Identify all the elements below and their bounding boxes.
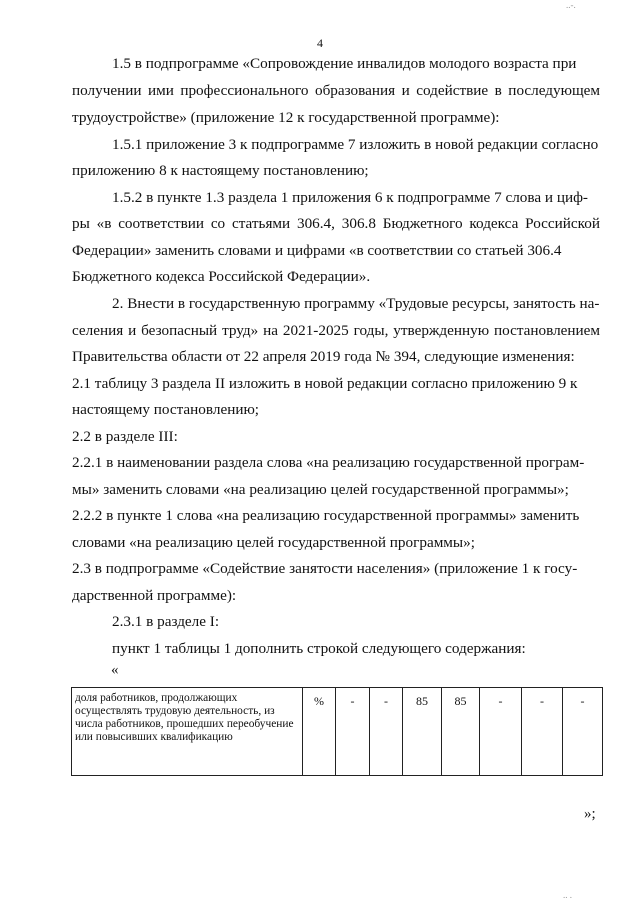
- table-row: [72, 688, 603, 776]
- text-line: дарственной программе):: [72, 587, 237, 604]
- open-quote: «: [111, 662, 119, 678]
- text-line: 1.5.2 в пункте 1.3 раздела 1 приложения 6 к подпрограмме 7 слова и циф-: [112, 189, 588, 206]
- text-line: 1.5.1 приложение 3 к подпрограмме 7 изложить в новой редакции согласно: [112, 136, 599, 153]
- text-line: 2.2.2 в пункте 1 слова «на реализацию государственной программы» заменить: [72, 507, 580, 524]
- text-line: 2.3.1 в разделе I:: [112, 613, 220, 630]
- text-line: 1.5 в подпрограмме «Сопровождение инвалидов молодого возраста при: [112, 55, 577, 72]
- table-cell: %: [303, 688, 336, 776]
- text-line: Бюджетного кодекса Российской Федерации».: [72, 268, 371, 285]
- indicator-description: доля работников, продолжающих осуществлять трудовую деятельность, из числа работников, прошедших переобучение или повысивших квалификацию: [72, 688, 303, 776]
- table-cell: 85: [442, 688, 480, 776]
- table-cell: -: [480, 688, 522, 776]
- close-quote: »;: [584, 806, 596, 822]
- corner-mark: ..-.: [566, 0, 576, 10]
- page-number: 4: [317, 36, 323, 50]
- text-line: трудоустройстве» (приложение 12 к государственной программе):: [72, 109, 500, 126]
- bottom-mark: .. .: [563, 890, 572, 900]
- text-line: ры «в соответствии со статьями 306.4, 306.8 Бюджетного кодекса Российской: [72, 215, 600, 232]
- table-cell: -: [336, 688, 370, 776]
- table-cell: 85: [403, 688, 442, 776]
- table-cell: -: [370, 688, 403, 776]
- text-line: получении ими профессионального образования и содействие в последующем: [72, 82, 600, 99]
- text-line: 2.2 в разделе III:: [72, 428, 178, 445]
- text-line: 2. Внести в государственную программу «Трудовые ресурсы, занятость на-: [112, 295, 600, 312]
- table-cell: -: [563, 688, 603, 776]
- text-line: настоящему постановлению;: [72, 401, 260, 418]
- text-line: пункт 1 таблицы 1 дополнить строкой следующего содержания:: [112, 640, 526, 657]
- text-line: мы» заменить словами «на реализацию целей государственной программы»;: [72, 481, 569, 498]
- text-line: селения и безопасный труд» на 2021-2025 годы, утвержденную постановлением: [72, 322, 600, 339]
- text-line: приложению 8 к настоящему постановлению;: [72, 162, 369, 179]
- text-line: 2.1 таблицу 3 раздела II изложить в новой редакции согласно приложению 9 к: [72, 375, 578, 392]
- text-line: 2.3 в подпрограмме «Содействие занятости населения» (приложение 1 к госу-: [72, 560, 578, 577]
- text-line: Федерации» заменить словами и цифрами «в соответствии со статьей 306.4: [72, 242, 562, 259]
- indicator-table: [71, 687, 603, 776]
- table-cell: -: [522, 688, 563, 776]
- text-line: 2.2.1 в наименовании раздела слова «на реализацию государственной програм-: [72, 454, 585, 471]
- text-line: Правительства области от 22 апреля 2019 года № 394, следующие изменения:: [72, 348, 575, 365]
- text-line: словами «на реализацию целей государственной программы»;: [72, 534, 475, 551]
